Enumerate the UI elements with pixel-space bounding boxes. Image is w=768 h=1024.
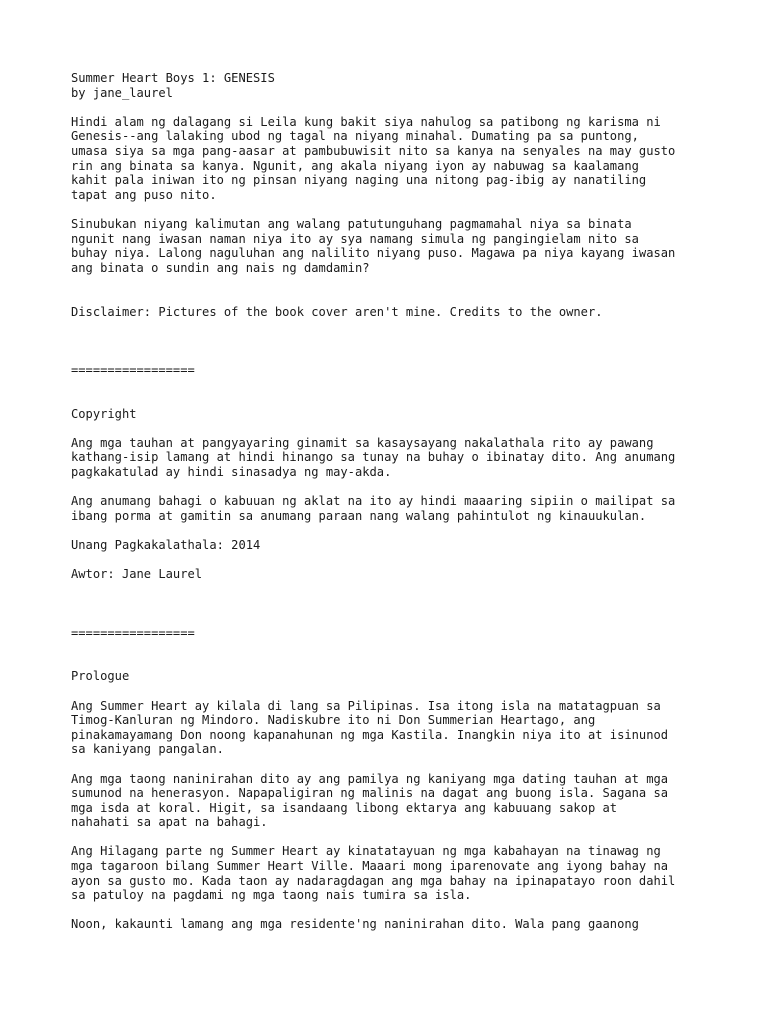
text-line: mga tagaroon bilang Summer Heart Ville. Maaari mong iparenovate ang iyong bahay na bbox=[71, 859, 669, 874]
text-line: umasa siya sa mga pang-aasar at pambubuwisit nito sa kanya na senyales na may gusto bbox=[71, 143, 676, 158]
text-line: rin ang binata sa kanya. Ngunit, ang akala niyang iyon ay nabuwag sa kaalamang bbox=[71, 158, 639, 173]
prologue-paragraph-2 bbox=[71, 772, 711, 830]
text-line: pagkakatulad ay hindi sinasadya ng may-akda. bbox=[71, 465, 392, 480]
copyright-paragraph-2 bbox=[71, 494, 711, 523]
copyright-heading-block bbox=[71, 407, 711, 422]
first-publication bbox=[71, 538, 711, 553]
author-credit-text: Awtor: Jane Laurel bbox=[71, 567, 203, 582]
text-line: sumunod na henerasyon. Napapaligiran ng malinis na dagat ang buong isla. Sagana sa bbox=[71, 786, 669, 801]
text-line: tapat ang puso nito. bbox=[71, 187, 217, 202]
prologue-heading: Prologue bbox=[71, 669, 130, 684]
text-line: buhay niya. Lalong naguluhan ang nalilito niyang puso. Magawa pa niya kayang iwasan bbox=[71, 246, 676, 261]
text-line: Ang Summer Heart ay kilala di lang sa Pilipinas. Isa itong isla na matatagpuan sa bbox=[71, 698, 661, 713]
text-line: mga isda at koral. Higit, sa isandaang libong ektarya ang kabuuang sakop at bbox=[71, 800, 618, 815]
copyright-heading: Copyright bbox=[71, 406, 137, 421]
text-line: ngunit nang iwasan naman niya ito ay sya namang simula ng pangingielam nito sa bbox=[71, 231, 639, 246]
prologue-paragraph-1 bbox=[71, 699, 711, 757]
text-line: nahahati sa apat na bahagi. bbox=[71, 815, 268, 830]
text-line: Timog-Kanluran ng Mindoro. Nadiskubre ito ni Don Summerian Heartago, ang bbox=[71, 713, 596, 728]
copyright-paragraph-1 bbox=[71, 436, 711, 480]
disclaimer-text: Disclaimer: Pictures of the book cover aren't mine. Credits to the owner. bbox=[71, 304, 603, 319]
blurb-paragraph-2 bbox=[71, 217, 711, 275]
text-line: ang binata o sundin ang nais ng damdamin? bbox=[71, 260, 370, 275]
text-line: Ang mga tauhan at pangyayaring ginamit sa kasaysayang nakalathala rito ay pawang bbox=[71, 435, 654, 450]
text-line: Ang mga taong naninirahan dito ay ang pamilya ng kaniyang mga dating tauhan at mga bbox=[71, 771, 669, 786]
section-separator bbox=[71, 363, 711, 378]
text-line: sa kaniyang pangalan. bbox=[71, 742, 224, 757]
text-line: ayon sa gusto mo. Kada taon ay nadaragdagan ang mga bahay na ipinapatayo roon dahil bbox=[71, 873, 676, 888]
disclaimer bbox=[71, 305, 711, 320]
text-line: Hindi alam ng dalagang si Leila kung bakit siya nahulog sa patibong ng karisma ni bbox=[71, 114, 661, 129]
blurb-paragraph-1 bbox=[71, 115, 711, 203]
prologue-paragraph-3 bbox=[71, 844, 711, 902]
book-title: Summer Heart Boys 1: GENESIS bbox=[71, 71, 275, 85]
title-block bbox=[71, 71, 711, 100]
text-line: Sinubukan niyang kalimutan ang walang patutunguhang pagmamahal niya sa binata bbox=[71, 216, 632, 231]
text-line: pinakamayamang Don noong kapanahunan ng mga Kastila. Inangkin niya ito at isinunod bbox=[71, 727, 669, 742]
first-publication-text: Unang Pagkakalathala: 2014 bbox=[71, 538, 261, 552]
text-line: ibang porma at gamitin sa anumang paraan nang walang pahintulot ng kinauukulan. bbox=[71, 508, 647, 523]
text-line: sa patuloy na pagdami ng mga taong nais tumira sa isla. bbox=[71, 888, 472, 903]
text-line: Ang Hilagang parte ng Summer Heart ay kinatatayuan ng mga kabahayan na tinawag ng bbox=[71, 844, 661, 859]
text-line: Genesis--ang lalaking ubod ng tagal na niyang minahal. Dumating pa sa puntong, bbox=[71, 129, 639, 144]
author-credit bbox=[71, 567, 711, 582]
text-line: Ang anumang bahagi o kabuuan ng aklat na ito ay hindi maaaring sipiin o mailipat sa bbox=[71, 494, 676, 509]
separator-line: ================= bbox=[71, 362, 195, 377]
section-separator bbox=[71, 626, 711, 641]
prologue-heading-block bbox=[71, 669, 711, 684]
separator-line: ================= bbox=[71, 625, 195, 640]
document-page bbox=[71, 71, 711, 947]
text-line: kahit pala iniwan ito ng pinsan niyang naging una nitong pag-ibig ay nanatiling bbox=[71, 173, 647, 188]
text-line: Noon, kakaunti lamang ang mga residente'ng naninirahan dito. Wala pang gaanong bbox=[71, 917, 639, 932]
author-byline: by jane_laurel bbox=[71, 85, 173, 100]
prologue-paragraph-4 bbox=[71, 917, 711, 932]
text-line: kathang-isip lamang at hindi hinango sa tunay na buhay o ibinatay dito. Ang anumang bbox=[71, 450, 676, 465]
